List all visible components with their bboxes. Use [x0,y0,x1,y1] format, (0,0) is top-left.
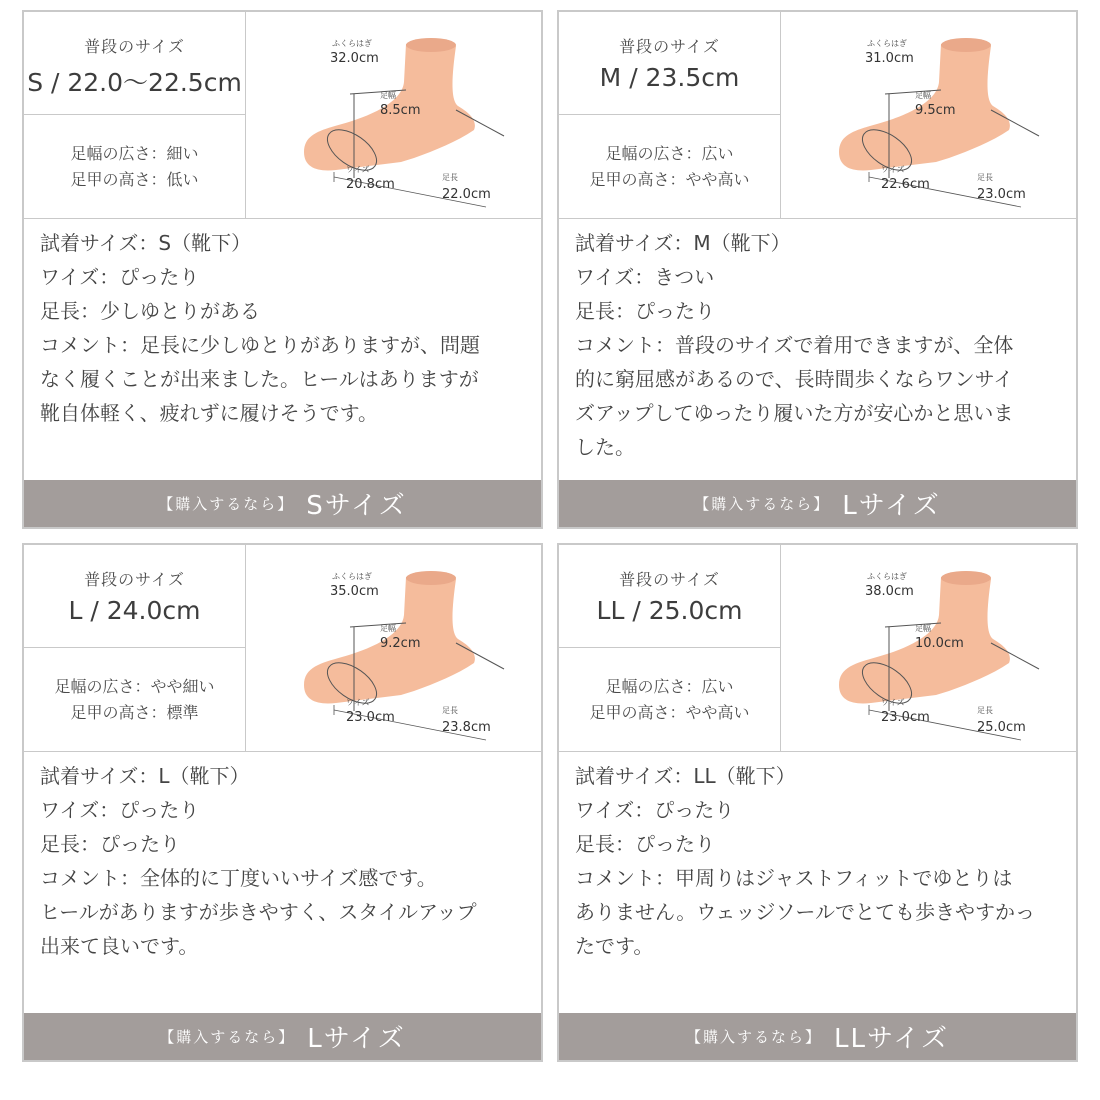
foot-measurement-illustration [781,545,1076,751]
calf-label: ふくらはぎ [332,39,372,48]
usual-size-box [559,545,781,648]
foot-width-value: 10.0cm [915,636,964,651]
length-value: 23.8cm [442,720,491,735]
foot-diagram [781,12,1076,218]
size-summary [559,545,1076,752]
foot-width-label: 足幅 [380,624,396,633]
review-line: 足長：ぴったり [575,299,715,323]
review-line: 足長：ぴったり [575,832,715,856]
usual-size-value: S / 22.0〜22.5cm [27,68,242,97]
review-line: 的に窮屈感があるので、長時間歩くならワンサイ [575,367,1014,391]
calf-label: ふくらはぎ [332,572,372,581]
length-label: 足長 [977,173,993,182]
length-label: 足長 [977,706,993,715]
review-line: した。 [575,435,635,459]
foot-width-label: 足幅 [915,91,931,100]
review-line: ワイズ：ぴったり [575,798,735,822]
calf-value: 35.0cm [330,584,379,599]
foot-width-value: 9.2cm [380,636,421,651]
review-line: コメント：全体的に丁度いいサイズ感です。 [40,866,437,890]
review-line: 試着サイズ：L（靴下） [40,764,250,788]
wise-label: ワイズ [346,165,370,174]
review-line: ヒールがありますが歩きやすく、スタイルアップ [40,900,477,924]
instep-height-trait: 足甲の高さ：低い [70,169,199,189]
calf-value: 31.0cm [865,51,914,66]
usual-size-label: 普段のサイズ [619,570,720,589]
calf-label: ふくらはぎ [867,39,907,48]
recommendation-banner [559,480,1076,527]
review-line: なく履くことが出来ました。ヒールはありますが [40,367,479,391]
length-value: 23.0cm [977,187,1026,202]
usual-size-label: 普段のサイズ [619,37,720,56]
length-label: 足長 [442,173,458,182]
size-review-card [22,10,543,529]
wise-label: ワイズ [881,165,905,174]
wise-label: ワイズ [346,698,370,707]
length-value: 22.0cm [442,187,491,202]
review-line: 試着サイズ：S（靴下） [40,231,252,255]
wise-value: 23.0cm [881,710,930,725]
foot-width-value: 9.5cm [915,103,956,118]
fitting-review [575,226,1064,464]
review-line: 足長：少しゆとりがある [40,299,260,323]
recommendation-banner [24,1013,541,1060]
foot-diagram [246,545,541,751]
banner-prefix: 【購入するなら】 [158,495,295,513]
usual-size-box [559,12,781,115]
instep-height-trait: 足甲の高さ：標準 [70,702,199,722]
review-line: コメント：普段のサイズで着用できますが、全体 [575,333,1014,357]
usual-size-box [24,12,246,115]
wise-value: 22.6cm [881,177,930,192]
review-line: コメント：甲周りはジャストフィットでゆとりは [575,866,1013,890]
recommended-size: Sサイズ [306,491,407,521]
foot-width-trait: 足幅の広さ：やや細い [54,676,215,696]
recommended-size: Lサイズ [842,491,941,521]
foot-width-value: 8.5cm [380,103,421,118]
foot-diagram [246,12,541,218]
review-line: ワイズ：きつい [575,265,715,289]
size-summary [24,12,541,219]
fitting-review [575,759,1064,963]
instep-height-trait: 足甲の高さ：やや高い [589,169,750,189]
foot-diagram [781,545,1076,751]
size-review-card [557,543,1078,1062]
usual-size-value: M / 23.5cm [599,63,740,92]
foot-characteristics [24,115,246,218]
recommended-size: LLサイズ [834,1024,949,1054]
fitting-review [40,759,529,963]
foot-measurement-illustration [246,545,541,751]
wise-value: 20.8cm [346,177,395,192]
calf-value: 38.0cm [865,584,914,599]
size-review-card [22,543,543,1062]
review-line: ワイズ：ぴったり [40,798,200,822]
usual-size-value: LL / 25.0cm [596,596,743,625]
recommended-size: Lサイズ [307,1024,406,1054]
foot-width-label: 足幅 [380,91,396,100]
review-line: 試着サイズ：M（靴下） [575,231,791,255]
calf-label: ふくらはぎ [867,572,907,581]
instep-height-trait: 足甲の高さ：やや高い [589,702,750,722]
review-line: コメント：足長に少しゆとりがありますが、問題 [40,333,480,357]
foot-measurement-illustration [781,12,1076,218]
review-line: たです。 [575,934,654,958]
foot-width-trait: 足幅の広さ：細い [70,143,199,163]
calf-value: 32.0cm [330,51,379,66]
recommendation-banner [24,480,541,527]
wise-value: 23.0cm [346,710,395,725]
foot-characteristics [559,115,781,218]
review-line: 靴自体軽く、疲れずに履けそうです。 [40,401,378,425]
usual-size-box [24,545,246,648]
length-value: 25.0cm [977,720,1026,735]
size-summary [559,12,1076,219]
review-line: ズアップしてゆったり履いた方が安心かと思いま [575,401,1014,425]
review-line: ワイズ：ぴったり [40,265,200,289]
size-summary [24,545,541,752]
banner-prefix: 【購入するなら】 [686,1028,823,1046]
review-line: 足長：ぴったり [40,832,180,856]
foot-width-trait: 足幅の広さ：広い [605,143,734,163]
review-line: 試着サイズ：LL（靴下） [575,764,796,788]
size-review-card [557,10,1078,529]
foot-measurement-illustration [246,12,541,218]
foot-characteristics [24,648,246,751]
foot-width-trait: 足幅の広さ：広い [605,676,734,696]
foot-characteristics [559,648,781,751]
wise-label: ワイズ [881,698,905,707]
recommendation-banner [559,1013,1076,1060]
banner-prefix: 【購入するなら】 [694,495,831,513]
usual-size-label: 普段のサイズ [84,570,185,589]
usual-size-value: L / 24.0cm [68,596,201,625]
banner-prefix: 【購入するなら】 [159,1028,296,1046]
foot-width-label: 足幅 [915,624,931,633]
review-line: 出来て良いです。 [40,934,199,958]
review-line: ありません。ウェッジソールでとても歩きやすかっ [575,900,1035,924]
fitting-review [40,226,529,430]
usual-size-label: 普段のサイズ [84,37,185,56]
length-label: 足長 [442,706,458,715]
